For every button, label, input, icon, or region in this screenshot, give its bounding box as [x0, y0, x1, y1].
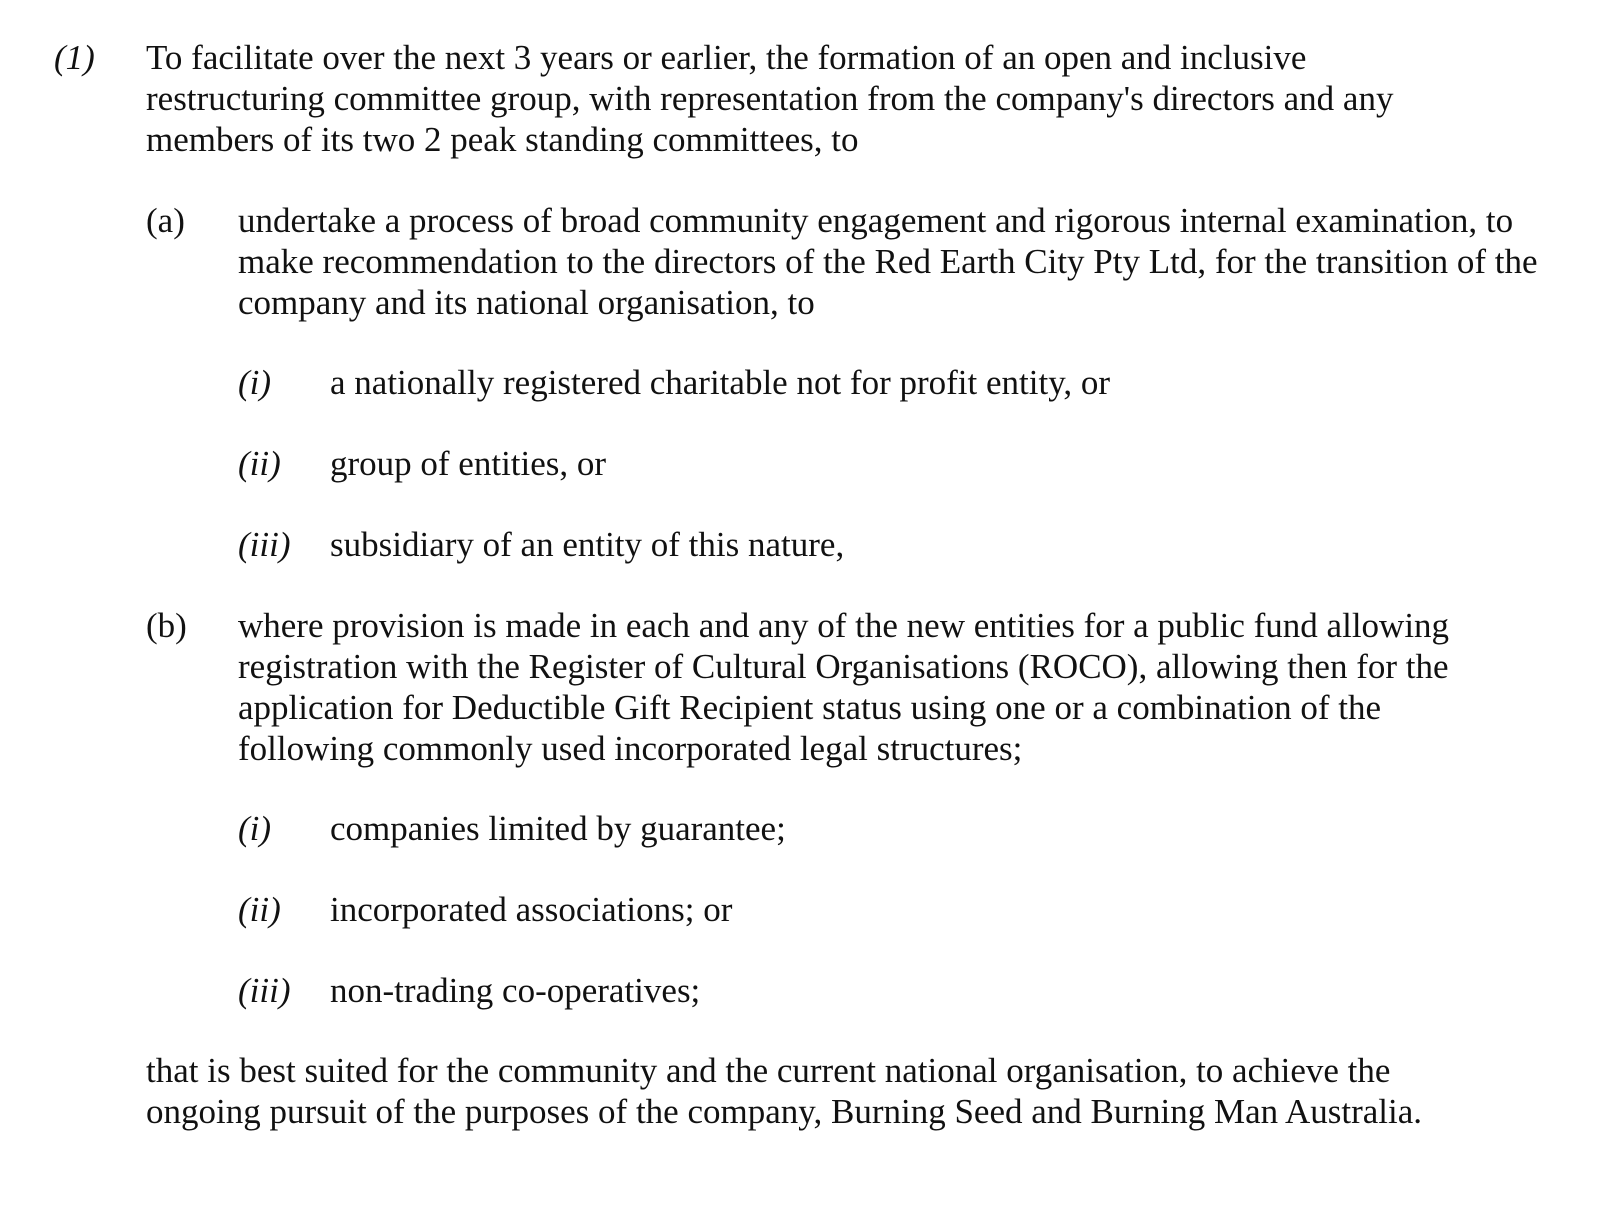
clause-1-number: (1): [54, 38, 95, 77]
item-label: (i): [238, 809, 272, 848]
item-text: group of entities, or: [330, 444, 607, 483]
item-text: incorporated associations; or: [330, 890, 733, 929]
item-label: (ii): [238, 444, 281, 483]
subclause-a-label: (a): [146, 201, 185, 240]
item-text: subsidiary of an entity of this nature,: [330, 525, 845, 564]
item-text: companies limited by guarantee;: [330, 809, 786, 848]
subclause-b-text: where provision is made in each and any of the new entities for a public fund allowing registration with the Register of Cultural Organisations (ROCO), allowing then for the application for Deductible Gift Recipient status using one or a combination of the following commonly used incorporated legal structures;: [238, 606, 1450, 768]
item-text: non-trading co-operatives;: [330, 971, 701, 1010]
item-label: (iii): [238, 971, 291, 1010]
item-label: (i): [238, 363, 272, 402]
item-label: (iii): [238, 525, 291, 564]
subclause-a-text: undertake a process of broad community engagement and rigorous internal examination, to make recommendation to the directors of the Red Earth City Pty Ltd, for the transition of the company and its national organisation, to: [238, 201, 1538, 322]
item-label: (ii): [238, 890, 281, 929]
clause-1-text: To facilitate over the next 3 years or earlier, the formation of an open and inclusive restructuring committee group, with representation from the company's directors and any members of its two 2 peak standing committees, to: [146, 38, 1394, 159]
closing-paragraph: that is best suited for the community and the current national organisation, to achieve the ongoing pursuit of the purposes of the company, Burning Seed and Burning Man Australia.: [146, 1051, 1423, 1131]
subclause-b-label: (b): [146, 606, 187, 645]
item-text: a nationally registered charitable not for profit entity, or: [330, 363, 1111, 402]
